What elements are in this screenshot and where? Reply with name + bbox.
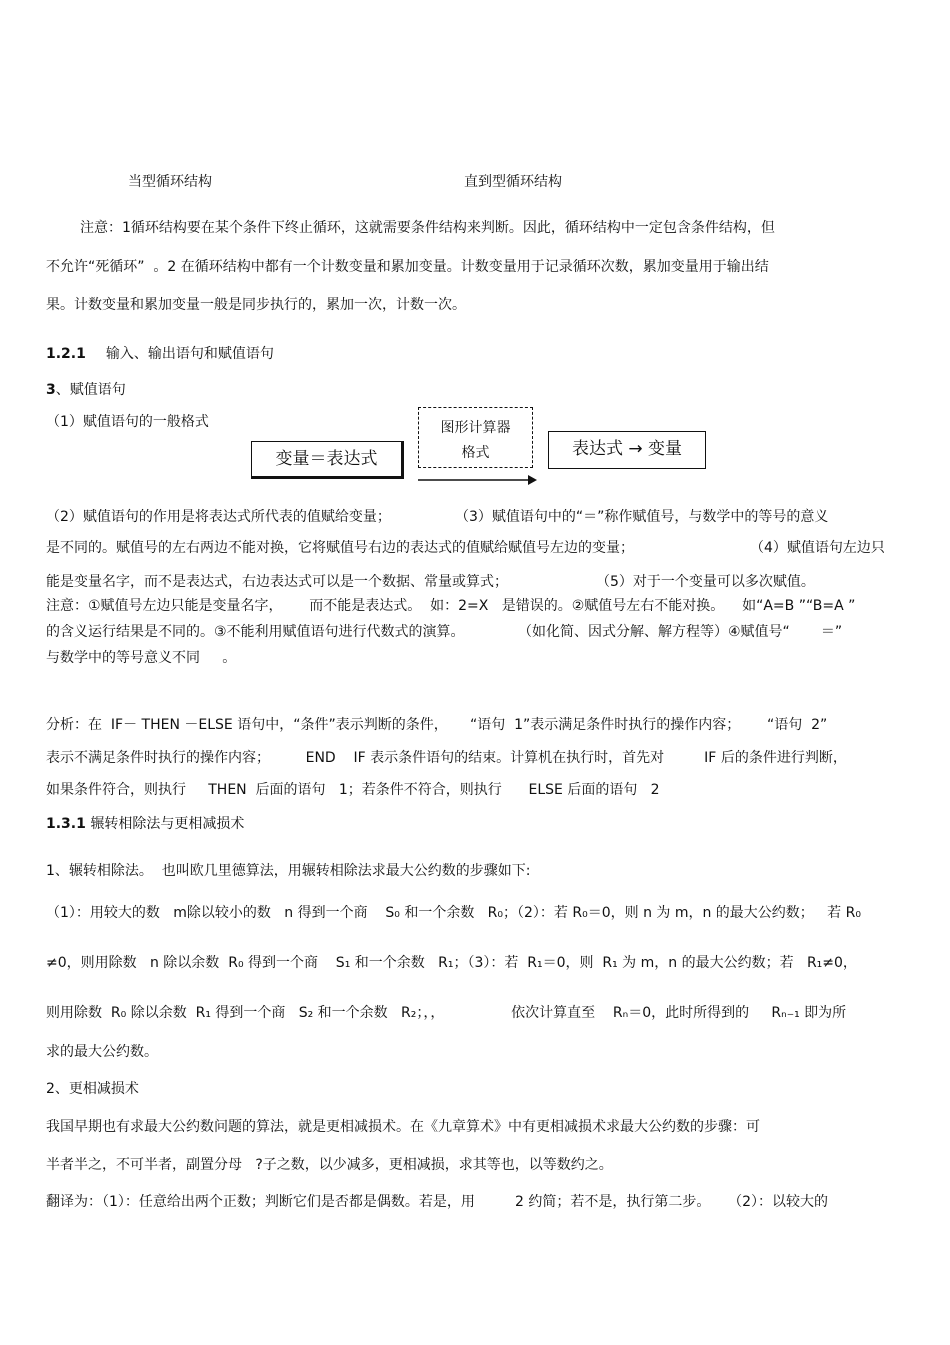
section-title: 辗转相除法与更相减损术 — [85, 816, 245, 832]
section-heading-131 — [46, 817, 244, 831]
para2-line-5: 的含义运行结果是不同的。③不能利用赋值语句进行代数式的演算。 （如化简、因式分解、解方程等）④赋值号“ ＝” — [46, 624, 843, 640]
para2-line-3b: （5）对于一个变量可以多次赋值。 — [596, 574, 815, 590]
assign-heading — [46, 383, 126, 397]
calculator-format-line-2: 格式 — [461, 445, 490, 461]
para2-line-2b: （4）赋值语句左边只 — [750, 540, 885, 556]
analysis-line-3: 如果条件符合，则执行 THEN 后面的语句 1；若条件不符合，则执行 ELSE 后面的语句 2 — [46, 782, 660, 798]
para2-line-1b: （3）赋值语句中的“＝”称作赋值号，与数学中的等号的意义 — [455, 509, 829, 525]
para2-line-3a: 能是变量名字，而不是表达式，右边表达式可以是一个数据、常量或算式； — [46, 574, 508, 590]
format-label: （1）赋值语句的一般格式 — [46, 414, 209, 430]
assignment-format-text: 变量＝表达式 — [275, 449, 378, 469]
gengxiang-line-1: 我国早期也有求最大公约数问题的算法，就是更相减损术。在《九章算术》中有更相减损术求最大公约数的步骤：可 — [46, 1119, 760, 1135]
analysis-line-1: 分析：在 IF－ THEN －ELSE 语句中，“条件”表示判断的条件， “语句 1”表示满足条件时执行的操作内容； “语句 2” — [46, 717, 828, 733]
section-number: 1.2.1 — [46, 346, 86, 362]
para2-line-1a: （2）赋值语句的作用是将表达式所代表的值赋给变量； — [46, 509, 391, 525]
gengxiang-line-3: 翻译为：（1）：任意给出两个正数；判断它们是否都是偶数。若是，用 2 约简；若不是，执行第二步。 （2）：以较大的 — [46, 1194, 829, 1210]
calculator-format-dashed-box — [418, 407, 533, 468]
para2-line-6: 与数学中的等号意义不同 。 — [46, 650, 237, 666]
note-line-1: 注意：1循环结构要在某个条件下终止循环，这就需要条件结构来判断。因此，循环结构中一定包含条件结构，但 — [80, 220, 775, 236]
para2-line-4: 注意：①赋值号左边只能是变量名字， 而不能是表达式。 如：2=X 是错误的。②赋值号左右不能对换。 如“A=B ”“B=A ” — [46, 598, 856, 614]
euclid-line-4: 求的最大公约数。 — [46, 1044, 158, 1060]
euclid-heading: 1、辗转相除法。 也叫欧几里德算法，用辗转相除法求最大公约数的步骤如下: — [46, 863, 531, 879]
section-heading-121 — [46, 347, 274, 361]
assignment-format-box — [251, 441, 404, 479]
euclid-line-3: 则用除数 R₀ 除以余数 R₁ 得到一个商 S₂ 和一个余数 R₂；，， 依次计算直至 Rₙ＝0，此时所得到的 Rₙ₋₁ 即为所 — [46, 1005, 847, 1021]
gengxiang-line-2: 半者半之，不可半者，副置分母 ?子之数，以少减多，更相减损，求其等也，以等数约之。 — [46, 1157, 613, 1173]
note-line-2: 不允许“死循环” 。2 在循环结构中都有一个计数变量和累加变量。计数变量用于记录循环次数，累加变量用于输出结 — [46, 259, 769, 275]
gengxiang-heading: 2、更相减损术 — [46, 1081, 139, 1097]
section-title: 输入、输出语句和赋值语句 — [105, 346, 274, 362]
analysis-line-2: 表示不满足条件时执行的操作内容； END IF 表示条件语句的结束。计算机在执行时，首先对 IF 后的条件进行判断， — [46, 750, 847, 766]
assign-heading-number: 3 — [46, 382, 56, 398]
caption-until-loop: 直到型循环结构 — [464, 174, 562, 190]
euclid-line-1: （1）：用较大的数 m除以较小的数 n 得到一个商 S₀ 和一个余数 R₀；（2）：若 R₀＝0，则 n 为 m，n 的最大公约数； 若 R₀ — [46, 905, 861, 921]
calculator-format-text: 表达式 → 变量 — [571, 439, 683, 459]
note-line-3: 果。计数变量和累加变量一般是同步执行的，累加一次，计数一次。 — [46, 297, 466, 313]
assign-heading-title: 、赋值语句 — [55, 382, 126, 398]
para2-line-2a: 是不同的。赋值号的左右两边不能对换，它将赋值号右边的表达式的值赋给赋值号左边的变量； — [46, 540, 634, 556]
euclid-line-2: ≠0，则用除数 n 除以余数 R₀ 得到一个商 S₁ 和一个余数 R₁；（3）：若 R₁＝0，则 R₁ 为 m，n 的最大公约数；若 R₁≠0， — [46, 955, 857, 971]
right-arrow-icon — [416, 474, 538, 486]
caption-while-loop: 当型循环结构 — [128, 174, 212, 190]
calculator-format-box — [548, 431, 706, 469]
section-number: 1.3.1 — [46, 816, 86, 832]
calculator-format-line-1: 图形计算器 — [440, 420, 511, 436]
